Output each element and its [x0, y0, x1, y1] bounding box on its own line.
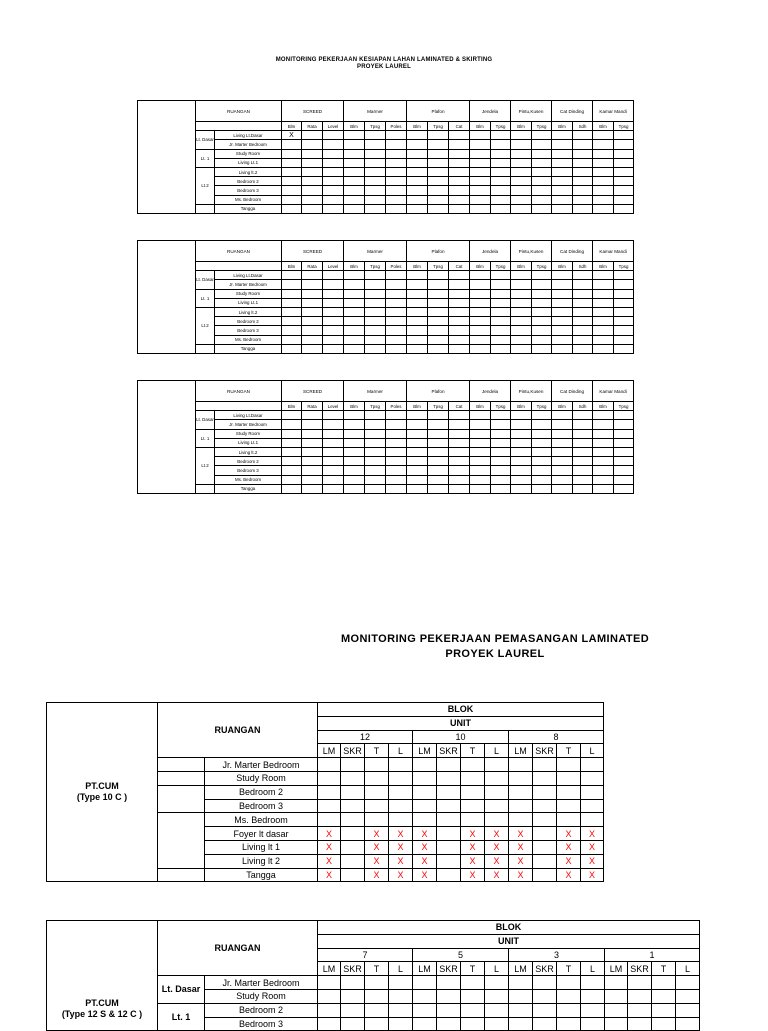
unit-number: 12 — [318, 730, 413, 744]
sub-header: Cat — [449, 122, 470, 131]
main-title-line1: MONITORING PEKERJAAN PEMASANGAN LAMINATED — [340, 633, 650, 645]
sub-header: Blm — [511, 402, 532, 411]
sub-header-t: T — [461, 962, 485, 976]
room-label: Ms. Bedroom — [205, 813, 318, 827]
sub-header: Level — [323, 402, 344, 411]
floor-label: Lt. 1 — [196, 149, 215, 167]
sub-header: Blm — [344, 262, 365, 271]
mark-cell[interactable]: X — [389, 840, 413, 854]
main-title-line2: PROYEK LAUREL — [445, 648, 545, 660]
room-label: Study Room — [215, 289, 282, 298]
sub-header: Tpsg — [614, 122, 634, 131]
room-label: Jr. Marter Bedroom — [215, 280, 282, 289]
mark-cell[interactable]: X — [413, 840, 437, 854]
kamar-mandi-header: Kamar Mandi — [593, 241, 634, 262]
room-label: Tangga — [215, 344, 282, 353]
mark-cell[interactable]: X — [485, 868, 509, 882]
unit-number: 1 — [605, 948, 700, 962]
sub-header: Blm — [282, 122, 302, 131]
check-cell[interactable]: X — [282, 131, 302, 140]
laminated-table-type-10c — [46, 702, 604, 882]
floor-label: Lt. 1 — [158, 1003, 205, 1031]
room-label: Living lt 2 — [205, 854, 318, 868]
jendela-header: Jendela — [470, 101, 511, 122]
sub-header-lm: LM — [509, 744, 533, 758]
sub-header: Poles — [386, 402, 407, 411]
jendela-header: Jendela — [470, 381, 511, 402]
mark-cell[interactable]: X — [581, 868, 604, 882]
room-label: Ms. Bedroom — [215, 335, 282, 344]
sub-header: Blm — [593, 122, 614, 131]
floor-label: Lt. Dasar — [196, 411, 215, 429]
floor-label: Lt.2 — [196, 167, 215, 204]
sub-header-t: T — [365, 744, 389, 758]
mark-cell[interactable]: X — [461, 840, 485, 854]
sub-header-l: L — [676, 962, 700, 976]
sub-header-l: L — [485, 744, 509, 758]
ruangan-header: RUANGAN — [158, 921, 318, 976]
sub-header-l: L — [389, 962, 413, 976]
sub-header-lm: LM — [509, 962, 533, 976]
room-label: Ms. Bedroom — [215, 475, 282, 484]
room-label: Living lt.2 — [215, 167, 282, 176]
sub-header: Blm — [407, 262, 428, 271]
sub-header-t: T — [461, 744, 485, 758]
plafon-header: Plafon — [407, 381, 470, 402]
room-label: Foyer lt dasar — [205, 827, 318, 841]
marmer-header: Marmer — [344, 241, 407, 262]
floor-label: Lt.2 — [196, 447, 215, 484]
mark-cell[interactable]: X — [557, 840, 581, 854]
room-label: Tangga — [215, 204, 282, 213]
sub-header-lm: LM — [318, 962, 341, 976]
room-label: Study Room — [205, 771, 318, 785]
sub-header-lm: LM — [413, 962, 437, 976]
floor-label: Lt. 1 — [196, 289, 215, 307]
room-label: Bedroom 3 — [215, 186, 282, 195]
room-label: Bedroom 3 — [205, 799, 318, 813]
room-label: Jr. Marter Bedroom — [205, 758, 318, 772]
room-label: Bedroom 2 — [205, 1003, 318, 1017]
sub-header: Tpsg — [365, 402, 386, 411]
room-label: Bedroom 3 — [215, 326, 282, 335]
room-label: Living lt.2 — [215, 307, 282, 316]
mark-cell[interactable]: X — [581, 827, 604, 841]
sub-header: Poles — [386, 262, 407, 271]
sub-header: Blm — [282, 262, 302, 271]
room-label: Bedroom 2 — [215, 317, 282, 326]
mark-cell[interactable]: X — [461, 854, 485, 868]
mark-cell[interactable]: X — [509, 827, 533, 841]
room-label: Bedroom 2 — [215, 457, 282, 466]
floor-label: Lt. Dasar — [196, 271, 215, 289]
mark-cell[interactable]: X — [389, 854, 413, 868]
form-title-line1: MONITORING PEKERJAAN KESIAPAN LAHAN LAMINATED & SKIRTING — [275, 57, 493, 63]
marmer-header: Marmer — [344, 101, 407, 122]
sub-header: Blm — [552, 262, 573, 271]
sub-header: Tpsg — [614, 402, 634, 411]
cat-dinding-header: Cat Dinding — [552, 381, 593, 402]
room-label: Study Room — [215, 149, 282, 158]
room-label: Jr. Marter Bedroom — [215, 140, 282, 149]
plafon-header: Plafon — [407, 101, 470, 122]
ruangan-header: RUANGAN — [196, 241, 282, 262]
sub-header: Cat — [449, 262, 470, 271]
floor-label: Lt. Dasar — [158, 976, 205, 1004]
type-label: (Type 10 C ) — [76, 792, 128, 803]
unit-header: UNIT — [318, 934, 700, 948]
mark-cell[interactable]: X — [389, 827, 413, 841]
mark-cell[interactable]: X — [485, 840, 509, 854]
type-label: (Type 12 S & 12 C ) — [61, 1009, 143, 1020]
floor-label: Lt. 1 — [196, 429, 215, 447]
sub-header: Blm — [552, 402, 573, 411]
sub-header-skr: SKR — [341, 962, 365, 976]
room-label: Bedroom 2 — [215, 177, 282, 186]
sub-header: Tpsg — [532, 122, 552, 131]
sub-header: Tpsg — [428, 402, 449, 411]
mark-cell[interactable]: X — [413, 827, 437, 841]
sub-header: Tpsg — [365, 122, 386, 131]
sub-header: Blm — [407, 122, 428, 131]
floor-label: Lt. Dasar — [196, 131, 215, 149]
sub-header-l: L — [581, 744, 604, 758]
sub-header: Tpsg — [532, 402, 552, 411]
sub-header-t: T — [652, 962, 676, 976]
pintu-header: Pintu,Kusen — [511, 101, 552, 122]
company-label: PT.CUM — [85, 998, 119, 1009]
sub-header: Blm — [282, 402, 302, 411]
sub-header: Sdh — [573, 262, 593, 271]
sub-header: Tpsg — [614, 262, 634, 271]
sub-header-lm: LM — [413, 744, 437, 758]
sub-header: Poles — [386, 122, 407, 131]
sub-header: Blm — [470, 402, 491, 411]
floor-label: Lt.2 — [196, 307, 215, 344]
room-label: Living Lt.1 — [215, 438, 282, 447]
ruangan-header: RUANGAN — [196, 101, 282, 122]
room-label: Living Lt.Dasar — [215, 411, 282, 420]
cat-dinding-header: Cat Dinding — [552, 241, 593, 262]
unit-number: 5 — [413, 948, 509, 962]
ruangan-header: RUANGAN — [158, 703, 318, 758]
sub-header-lm: LM — [605, 962, 628, 976]
sub-header-l: L — [485, 962, 509, 976]
sub-header-skr: SKR — [437, 962, 461, 976]
room-label: Bedroom 3 — [215, 466, 282, 475]
sub-header: Blm — [511, 262, 532, 271]
readiness-form-2 — [137, 240, 634, 354]
room-label: Living lt.2 — [215, 447, 282, 456]
sub-header-skr: SKR — [628, 962, 652, 976]
pintu-header: Pintu,Kusen — [511, 381, 552, 402]
mark-cell[interactable]: X — [485, 827, 509, 841]
sub-header: Tpsg — [532, 262, 552, 271]
pintu-header: Pintu,Kusen — [511, 241, 552, 262]
sub-header: Rata — [302, 122, 323, 131]
mark-cell[interactable]: X — [318, 868, 341, 882]
sub-header: Blm — [344, 402, 365, 411]
plafon-header: Plafon — [407, 241, 470, 262]
sub-header-l: L — [581, 962, 605, 976]
sub-header: Tpsg — [491, 262, 511, 271]
sub-header-skr: SKR — [533, 962, 557, 976]
room-label: Jr. Marter Bedroom — [205, 976, 318, 990]
sub-header: Blm — [593, 262, 614, 271]
room-label: Tangga — [215, 484, 282, 493]
room-label: Ms. Bedroom — [215, 195, 282, 204]
room-label: Living Lt.Dasar — [215, 131, 282, 140]
mark-cell[interactable]: X — [365, 840, 389, 854]
room-label: Bedroom 3 — [205, 1017, 318, 1031]
mark-cell[interactable]: X — [318, 840, 341, 854]
sub-header: Sdh — [573, 122, 593, 131]
sub-header-skr: SKR — [437, 744, 461, 758]
mark-cell[interactable]: X — [318, 854, 341, 868]
mark-cell[interactable]: X — [557, 854, 581, 868]
screed-header: SCREED — [282, 381, 344, 402]
room-label: Study Room — [205, 989, 318, 1003]
sub-header: Level — [323, 122, 344, 131]
mark-cell[interactable]: X — [365, 854, 389, 868]
sub-header: Blm — [470, 262, 491, 271]
sub-header: Blm — [344, 122, 365, 131]
mark-cell[interactable]: X — [413, 868, 437, 882]
blok-header: BLOK — [318, 703, 604, 717]
sub-header: Sdh — [573, 402, 593, 411]
sub-header: Tpsg — [491, 402, 511, 411]
laminated-table-type-12 — [46, 920, 700, 1031]
mark-cell[interactable]: X — [365, 827, 389, 841]
sub-header: Blm — [552, 122, 573, 131]
readiness-form-1 — [137, 100, 634, 214]
mark-cell[interactable]: X — [461, 827, 485, 841]
cat-dinding-header: Cat Dinding — [552, 101, 593, 122]
jendela-header: Jendela — [470, 241, 511, 262]
kamar-mandi-header: Kamar Mandi — [593, 101, 634, 122]
mark-cell[interactable]: X — [509, 840, 533, 854]
room-label: Study Room — [215, 429, 282, 438]
sub-header: Blm — [407, 402, 428, 411]
sub-header: Tpsg — [428, 262, 449, 271]
ruangan-header: RUANGAN — [196, 381, 282, 402]
form-title-line2: PROYEK LAUREL — [357, 64, 411, 70]
sub-header-lm: LM — [318, 744, 341, 758]
screed-header: SCREED — [282, 241, 344, 262]
blok-header: BLOK — [318, 921, 700, 935]
sub-header: Blm — [593, 402, 614, 411]
readiness-form-3 — [137, 380, 634, 494]
room-label: Jr. Marter Bedroom — [215, 420, 282, 429]
room-label: Tangga — [205, 868, 318, 882]
sub-header: Tpsg — [428, 122, 449, 131]
unit-number: 7 — [318, 948, 413, 962]
sub-header: Blm — [511, 122, 532, 131]
sub-header-t: T — [557, 962, 581, 976]
room-label: Living Lt.Dasar — [215, 271, 282, 280]
unit-number: 10 — [413, 730, 509, 744]
room-label: Living Lt.1 — [215, 158, 282, 167]
mark-cell[interactable]: X — [485, 854, 509, 868]
mark-cell[interactable]: X — [365, 868, 389, 882]
mark-cell[interactable]: X — [581, 840, 604, 854]
unit-number: 8 — [509, 730, 604, 744]
company-label: PT.CUM — [85, 781, 119, 792]
sub-header-t: T — [365, 962, 389, 976]
sub-header: Rata — [302, 402, 323, 411]
sub-header: Cat — [449, 402, 470, 411]
room-label: Living Lt.1 — [215, 298, 282, 307]
unit-header: UNIT — [318, 716, 604, 730]
mark-cell[interactable]: X — [461, 868, 485, 882]
sub-header-skr: SKR — [533, 744, 557, 758]
sub-header-t: T — [557, 744, 581, 758]
mark-cell[interactable]: X — [557, 827, 581, 841]
mark-cell[interactable]: X — [318, 827, 341, 841]
mark-cell[interactable]: X — [509, 868, 533, 882]
screed-header: SCREED — [282, 101, 344, 122]
sub-header: Blm — [470, 122, 491, 131]
mark-cell[interactable]: X — [389, 868, 413, 882]
marmer-header: Marmer — [344, 381, 407, 402]
room-label: Bedroom 2 — [205, 785, 318, 799]
kamar-mandi-header: Kamar Mandi — [593, 381, 634, 402]
mark-cell[interactable]: X — [557, 868, 581, 882]
mark-cell[interactable]: X — [413, 854, 437, 868]
sub-header: Tpsg — [365, 262, 386, 271]
mark-cell[interactable]: X — [509, 854, 533, 868]
sub-header-l: L — [389, 744, 413, 758]
mark-cell[interactable]: X — [581, 854, 604, 868]
room-label: Living lt 1 — [205, 840, 318, 854]
sub-header: Level — [323, 262, 344, 271]
sub-header: Tpsg — [491, 122, 511, 131]
unit-number: 3 — [509, 948, 605, 962]
sub-header: Rata — [302, 262, 323, 271]
sub-header-skr: SKR — [341, 744, 365, 758]
